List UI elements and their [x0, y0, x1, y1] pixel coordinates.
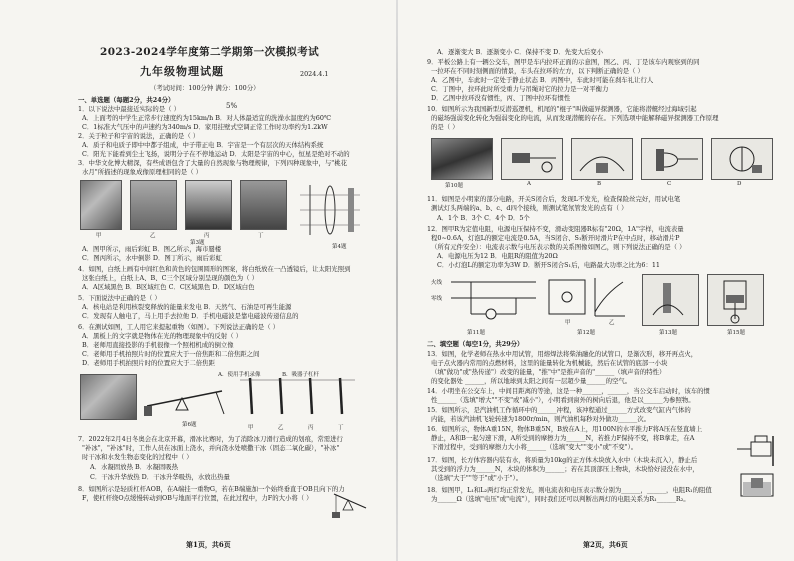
q10-option-c [641, 138, 703, 180]
q4-options: A．A区域黑色 B．B区域红色 C．C区域黑色 D．D区域白色 [82, 283, 255, 291]
section-2-heading: 二、填空题（每空1分，共29分） [427, 340, 524, 348]
q3: 3．中华文化博大精深，有些成语包含了大量的自然现象与物理规律，下列四种现象中，与"桃花 [78, 159, 348, 167]
q9-options: A．乙图中，车此时一定处于静止状态 B．丙图中，车此时可能在刹车礼让行人 [431, 76, 654, 84]
q6-line: A．黑板上的文字就是物体在光的物理现象中的反射（ ） [82, 332, 243, 340]
q16-line: 下滑过程中，受到的摩擦力大小将______（选填"变大""变小"或"不变"）。 [431, 443, 638, 451]
caption-yi: 乙 [150, 233, 156, 239]
q3-figure-bing [185, 180, 232, 230]
q6-option-a: A．使用手机录像 [218, 372, 261, 378]
q10-label-d: D [737, 181, 742, 187]
q7-options: C．干冰升华放热 D．干冰升华吸热，水放出热量 [90, 473, 230, 481]
page-2 [397, 0, 794, 561]
caption-q3: 第3题 [190, 240, 205, 246]
q6-option-figures [240, 374, 360, 420]
q9-options: D．乙图中拉环没有惯性，丙、丁图中拉环有惯性 [431, 94, 571, 102]
exam-date: 2024.4.1 [300, 70, 329, 78]
q11-line: 测试灯头两端的a、b、c、d四个接线，则测试笔氖管发光的点有（ ） [431, 204, 628, 212]
q10-label-a: A [527, 181, 531, 187]
q3-figure-ding [240, 180, 287, 230]
q6: 6．在测试如图，工人用它来提起重物（如图）。下列说法正确的是（ ） [78, 323, 280, 331]
caption-q10: 第10题 [445, 183, 463, 189]
q10-line: 的磁场强弱变化转化为强弱变化的电流，从而发现潜艇的存在。下列选项中能解释磁异探测器工作原理 [431, 114, 719, 122]
q7-line: "补冰"，"补冰"时，工作人员在冰面上浇水，并向浇水处喷撒干冰（固态二氧化碳），"补冰" [82, 444, 340, 452]
q11: 11．如图是小明家的部分电路，开关S闭合后，发现L不发光，检查保险丝完好，用试电笔 [427, 195, 681, 203]
q2-option-line: C．阳光下能看到尘土飞扬，说明分子在不停地运动 D．太阳是宇宙的中心，恒星是绝对不动的 [82, 150, 350, 158]
q6-line: B．老师用直接投影的手机很像一个照相机成的倒立像 [82, 341, 234, 349]
q1-option-line: A．上面考的中学生正常步行速度约为15km/h B．对人体最适宜的洗澡水温度约为60℃ [82, 114, 332, 122]
q12-circuit-graph [547, 274, 627, 324]
q16-block-diagram [737, 436, 777, 466]
q14-line: 性______（选填"增大""不变"或"减小"），小明看到窗外的树向后退，他是以______为参照物。 [431, 396, 695, 404]
q6-line: D．老师用手机拍照片时的位置应大于二倍焦距 [82, 359, 215, 367]
q2-option-line: A．质子和电质子即中中都子组成，中子带正电 B．宇宙是一个有层次的天体结构系统 [82, 141, 324, 149]
caption-q4: 第4题 [332, 244, 347, 250]
paper-subtitle: 九年级物理试题 [140, 65, 224, 78]
q10-line: 的是（ ） [431, 123, 459, 131]
q13-line: （填"做功"或"热传递"）改变的能量，"推"中"是推声音的"______（填声音的特性） [431, 368, 666, 376]
caption-q11: 第11题 [467, 330, 485, 336]
q6-figure-lever [142, 376, 232, 420]
q4-line: 这张白纸上，白纸上A、B、C三个区域分别呈现的颜色为（ ） [82, 274, 258, 282]
q12-options: A．电源电压为12 B．电阻R的阻值为20Ω [437, 252, 558, 260]
q12-line: （所有元件安全）：电流表示数与电压表示数的关系图像如图乙，则下列说法正确的是（ ） [431, 243, 686, 251]
q6-label-ding: 丁 [338, 425, 344, 431]
q17-line: （选填"大于""等于"或"小于"）。 [431, 474, 523, 482]
q7-options: A．水凝固放热 B．水凝固吸热 [90, 463, 179, 471]
exam-info: （考试时间：100分钟 满分：100分） [150, 84, 260, 92]
q4-lens-diagram [300, 180, 360, 240]
page-1-footer: 第1页，共6页 [186, 540, 231, 549]
q17: 17．如图，长方体容器内装有水，将质量为10kg的正方体木块放入水中（木块未沉入），静止后 [427, 456, 698, 464]
q6-figure-phone [80, 374, 137, 420]
q3-options: A．图甲所示，雨后彩虹 B．图乙所示，海市蜃楼 [82, 245, 222, 253]
score-mark: 5% [226, 102, 238, 110]
q17-line: 其受到的浮力为______N，木块的体积为______；若在其顶部压上物块，木块恰好浸没在水中， [431, 465, 699, 473]
section-1-heading: 一、单选题（每题2分，共24分） [78, 96, 175, 104]
q10: 10．如图所示为我国新型反潜巡逻机，机尾的"棍子"叫做磁异探测器，它能将潜艇经过海域引起 [427, 105, 697, 113]
q5-options: A．核电站是利用核裂变释放的能量来发电 B．天然气、石油是可再生能源 [82, 303, 292, 311]
exam-title: 2023-2024学年度第二学期第一次模拟考试 [100, 46, 320, 58]
q7-line: 时干冰和水发生物态变化的过程中（ ） [82, 453, 193, 461]
q8: 8．如图所示是轻质杠杆AOB，在A端挂一重物G，若在B端施加一个始终垂直于OB且向下的力 [78, 485, 345, 493]
q16: 16．如图所示，物体A重15N，物体B重5N，B放在A上，用100N的水平推力F将A压在竖直墙上 [427, 425, 703, 433]
q8-options: A．逐渐变大 B．逐渐变小 C．保持不变 D．先变大后变小 [437, 48, 604, 56]
q12-label-jia: 甲 [565, 320, 571, 326]
caption-q13: 第13题 [659, 330, 677, 336]
q4: 4．如图，白纸上画有中间红色和黄色的包围圆形的图案，将白纸放在一凸透镜后，让太阳光照到 [78, 265, 351, 273]
q15-engine-figure [707, 274, 764, 326]
q7: 7．2022年2月4日冬奥会在北京开幕，滑冰比赛时，为了消除冰刀滑行造成的划痕，常需进行 [78, 435, 343, 443]
q12-line: 程0~0.6A，灯泡L的额定电流是0.5A，当S闭合、S₁断开时滑片P在中点时，移动滑片P [431, 234, 680, 242]
q17-container-diagram [737, 470, 777, 500]
q13-line: 电子点火器内常用的点燃材料，这里的能量转化为机械能，然后在试管的底部一小块 [431, 359, 668, 367]
page-2-footer: 第2页，共6页 [583, 540, 628, 549]
q13-line: 的变化器处 ______，所以地球到太阳之间有一层超少量______的空气。 [431, 377, 632, 385]
caption-q15: 第15题 [727, 330, 745, 336]
q14: 14．小明坐在公交车上，中间目距离的等途，这是一种______，______，当公交车启动时，该车的惯 [427, 387, 710, 395]
q6-label-jia: 甲 [248, 425, 254, 431]
caption-bing: 丙 [204, 233, 210, 239]
q12: 12．图甲R为定值电阻，电源电压保持不变，滑动变阻器R标有"20Ω，1A"字样，电流表量 [427, 225, 684, 233]
q8-line: F，使杠杆绕O点缓慢转动到OB与地面平行位置，在此过程中，力F的大小将（ ） [82, 494, 313, 502]
caption-q6-lever: 第6题 [182, 422, 197, 428]
q6-label-bing: 丙 [308, 425, 314, 431]
neutral-wire-label: 零线 [431, 296, 443, 302]
q5-options: C．发现有人触电了，马上用手去拉他 D．手机电磁波是靠电磁波传递信息的 [82, 312, 299, 320]
q9-options: C．丁图中，拉环此时所受重力与吊绳对它的拉力是一对平衡力 [431, 85, 609, 93]
q15: 15．如图所示，是汽油机工作循环中的______冲程，该冲程通过______方式改变气缸内气体的 [427, 406, 691, 414]
q1-option-line: C．1标准大气压中的声速约为340m/s D．家用挂壁式空调正常工作时功率约为1.2kW [82, 123, 328, 131]
q6-label-yi: 乙 [278, 425, 284, 431]
q10-option-a [501, 138, 563, 180]
q9-line: 一拉环在不同时刻侧面的情景，车头在拉环的左方，以下判断正确的是（ ） [431, 67, 644, 75]
q10-option-d [711, 138, 773, 180]
q10-figure-plane [431, 138, 493, 180]
q18-line: 为______Ω（选填"电压"或"电流"），同时我们还可以判断出两灯的电阻关系为R₁______R₂。 [431, 495, 690, 503]
q18: 18．如图甲，L₁和L₂两灯均正常发光，则电流表和电压表示数分别为______，______，电阻R₁的阻值 [427, 486, 712, 494]
q13: 13．如图，化学老师在热水中用试管，用熔焊法将柴油融化的试管口，是渐次形，移开再点火， [427, 350, 698, 358]
q10-option-b [571, 138, 633, 180]
q3-figure-jia [80, 180, 122, 230]
q8-lever-diagram [330, 488, 370, 522]
q11-circuit-diagram [431, 274, 541, 324]
q2: 2．关于粒子和宇宙的说法，正确的是（ ） [78, 132, 200, 140]
q6-line: C．老师用手机拍照片时的位置应大于一倍焦距和二倍焦距之间 [82, 350, 260, 358]
caption-ding: 丁 [258, 233, 264, 239]
live-wire-label: 火线 [431, 280, 443, 286]
q3-line: 水月"所描述的现象成像原理相同的是（ ） [82, 168, 203, 176]
q3-figure-yi [130, 180, 177, 230]
q11-options: A．1个 B．3个 C．4个 D．5个 [437, 214, 530, 222]
q6-option-b: B．吸器子杠杆 [282, 372, 320, 378]
q15-line: 内能，若该汽油机飞轮转速为1800r/min，则汽油机每秒对外做功______次。 [431, 415, 651, 423]
caption-q12: 第12题 [577, 330, 595, 336]
q10-label-c: C [667, 181, 672, 187]
caption-jia: 甲 [96, 233, 102, 239]
q12-label-yi: 乙 [609, 320, 615, 326]
q16-line: 静止，A和B一起匀速下滑，A所受到的摩擦力为______N，若推力F保持不变，将B拿走，在A [431, 434, 695, 442]
q3-options: C．图丙所示，水中倒影 D．图丁所示，雨后彩虹 [82, 254, 222, 262]
q13-figure [642, 274, 699, 326]
q10-label-b: B [597, 181, 602, 187]
q1: 1．以下说法中最接近实际的是（ ） [78, 105, 180, 113]
q5: 5．下面说法中正确的是（ ） [78, 294, 161, 302]
q12-options: C．小灯泡L的额定功率为3W D．断开S闭合S₁后，电路最大功率之比为6：11 [437, 261, 660, 269]
q9: 9．平板公路上有一辆公交车，图甲是车内拉环正面的示意图，图乙、丙、丁是该车内观察到的同 [427, 58, 700, 66]
